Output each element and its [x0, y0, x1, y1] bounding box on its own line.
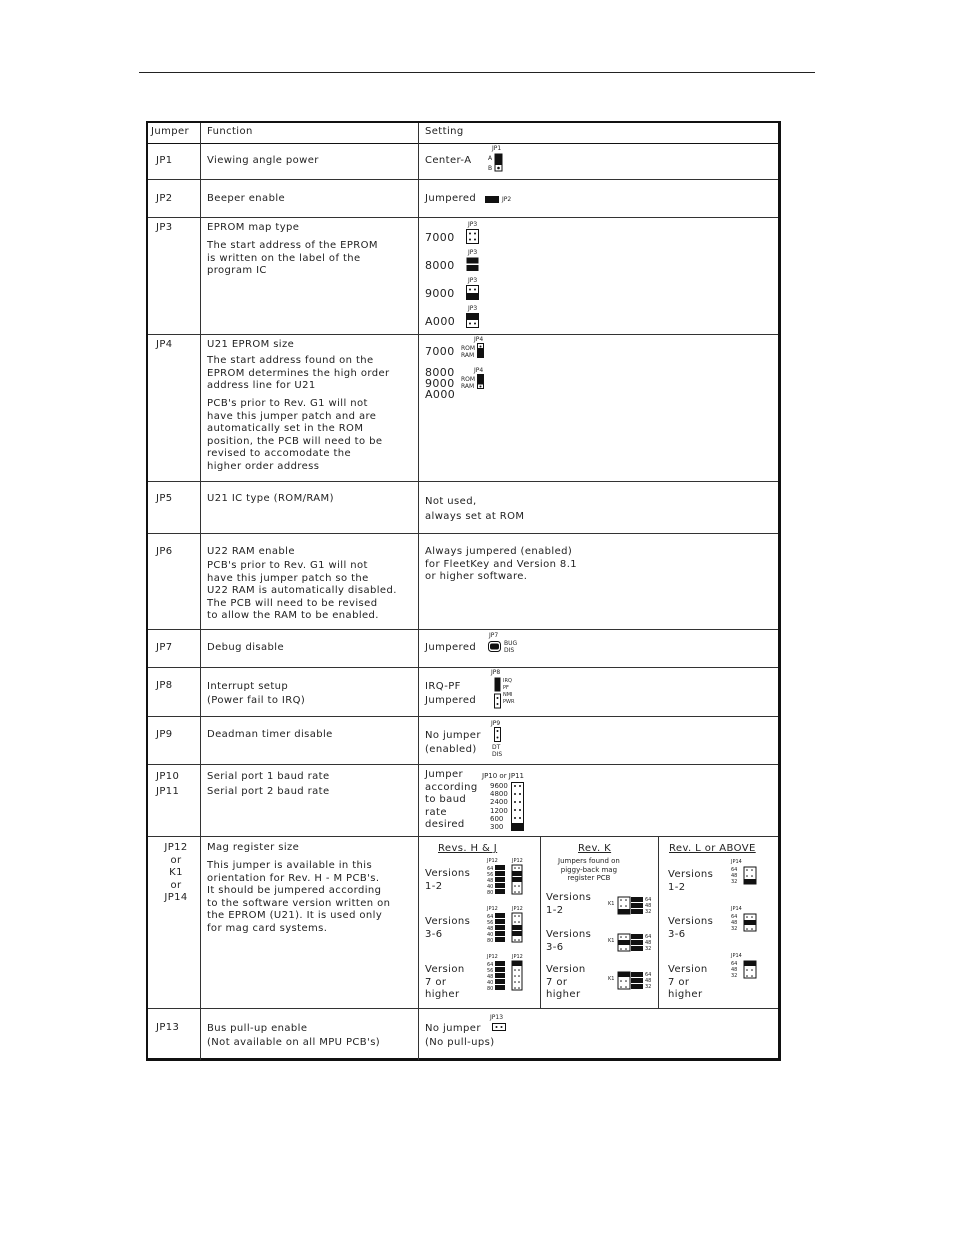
k-sizes-1: 64 48 32	[645, 897, 652, 915]
jp7-diagram-label: JP7	[489, 632, 499, 639]
jp1-diagram-a: A	[488, 155, 493, 162]
jp1-diagram-label: JP1	[492, 145, 502, 152]
jp3-label-2: JP3	[468, 249, 478, 256]
jp4-label-1: JP4	[474, 336, 484, 343]
function-jp8: Interrupt setup (Power fail to IRQ)	[207, 681, 306, 706]
k-sizes-3: 64 48 32	[645, 972, 652, 990]
k-versions-3-6: Versions 3-6	[546, 929, 592, 953]
jp10-diagram-label: JP10 or JP11	[482, 772, 524, 780]
setting-jp10-jp11: Jumper according to baud rate desired	[425, 769, 478, 831]
note-jp12: This jumper is available in this orientation for Rev. H - M PCB's. It should be jumpered according to the software version written on the EPROM (U21). It is used only for mag card systems.	[207, 860, 391, 934]
k1-label-1: K1	[608, 901, 615, 907]
table-row-jp4	[148, 334, 778, 482]
k1-label-3: K1	[608, 976, 615, 982]
setting-jp8: IRQ-PF Jumpered	[425, 681, 477, 706]
jp4-label-2: JP4	[474, 367, 484, 374]
k-sizes-2: 64 48 32	[645, 934, 652, 952]
table-row-jp7	[148, 629, 778, 668]
jp3-a000-diagram-icon	[466, 313, 480, 329]
function-jp1: Viewing angle power	[207, 155, 319, 166]
table-row-jp1	[148, 143, 778, 180]
jumper-jp3: JP3	[156, 222, 173, 233]
function-jp9: Deadman timer disable	[207, 729, 333, 740]
l-jp14-label-2: JP14	[731, 906, 742, 912]
l-version-7: Version 7 or higher	[668, 964, 708, 1001]
header-function: Function	[207, 126, 253, 137]
hj-sizes-1: 64 56 48 40 80	[487, 866, 494, 896]
k-v36-diagram-icon	[618, 934, 645, 952]
jp3-setting-7000: 7000	[425, 231, 455, 244]
hj-jp12-label-1b: JP12	[512, 858, 523, 864]
table-row-jp8	[148, 667, 778, 717]
l-sizes-2: 64 48 32	[731, 914, 738, 932]
hj-sizes-3: 64 56 48 40 80	[487, 962, 494, 992]
k1-label-2: K1	[608, 938, 615, 944]
jp8-jumper-diagram-icon	[494, 677, 502, 711]
jp4-setting-8000-a000: 8000 9000 A000	[425, 366, 456, 401]
jp10-baud-rates: 9600 4800 2400 1200 600 300	[490, 782, 508, 832]
jumper-jp10-jp11: JP10 JP11	[156, 771, 180, 797]
jp9-jumper-diagram-icon	[494, 727, 502, 743]
note-jp3: The start address of the EPROM is written on the label of the program IC	[207, 240, 378, 277]
jp3-8000-diagram-icon	[466, 257, 480, 273]
table-row-jp6	[148, 533, 778, 630]
note-jp6: PCB's prior to Rev. G1 will not have this jumper patch so the U22 RAM is automatically disabled. The PCB will need to be revised to allow the RAM to be enabled.	[207, 560, 397, 622]
note1-jp4: The start address found on the EPROM determines the high order address line for U21	[207, 355, 390, 392]
k-v12-diagram-icon	[618, 897, 645, 915]
jumper-jp9: JP9	[156, 729, 173, 740]
function-jp6: U22 RAM enable	[207, 546, 295, 557]
l-jp14-label-1: JP14	[731, 859, 742, 865]
setting-jp5: Not used, always set at ROM	[425, 496, 525, 522]
jp4-8000-diagram-icon	[477, 374, 485, 390]
jp7-diagram-text: BUG DIS	[504, 640, 518, 654]
hj-versions-1-2: Versions 1-2	[425, 868, 471, 892]
function-jp10-jp11: Serial port 1 baud rate Serial port 2 baud rate	[207, 771, 330, 797]
jp4-ram-2: RAM	[461, 383, 475, 390]
header-jumper: Jumper	[151, 126, 190, 137]
table-row-jp13	[148, 1008, 778, 1060]
l-jp14-label-3: JP14	[731, 953, 742, 959]
l-v7-diagram-icon	[744, 961, 758, 979]
table-row-jp5	[148, 481, 778, 534]
jp2-diagram-label: JP2	[502, 196, 512, 203]
table-row-jp9	[148, 716, 778, 765]
hj-version-7: Version 7 or higher	[425, 964, 465, 1001]
jumper-settings-table	[146, 121, 781, 1061]
hj-v36-diagram-icon	[495, 913, 537, 945]
note2-jp4: PCB's prior to Rev. G1 will not have this jumper patch and are automatically set in the ROM position, the PCB will need to be revised to accomodate the higher order address	[207, 398, 383, 472]
jp3-setting-a000: A000	[425, 315, 456, 328]
jumper-jp13: JP13	[156, 1022, 180, 1033]
jp13-diagram-label: JP13	[490, 1014, 504, 1021]
k-versions-1-2: Versions 1-2	[546, 892, 592, 916]
table-row-jp2	[148, 179, 778, 218]
jp4-setting-7000: 7000	[425, 345, 455, 358]
jp4-rom-1: ROM	[461, 345, 476, 352]
jp2-jumper-diagram-icon	[485, 196, 501, 204]
jp3-label-3: JP3	[468, 277, 478, 284]
k-v7-diagram-icon	[618, 972, 645, 990]
l-sizes-1: 64 48 32	[731, 867, 738, 885]
jp3-setting-9000: 9000	[425, 287, 455, 300]
table-row-jp10-jp11	[148, 764, 778, 837]
table-row-jp12-k1-jp14	[148, 836, 778, 1009]
setting-jp6: Always jumpered (enabled) for FleetKey and Version 8.1 or higher software.	[425, 546, 578, 583]
function-jp7: Debug disable	[207, 642, 285, 653]
hj-jp12-label-3b: JP12	[512, 954, 523, 960]
jp7-jumper-diagram-icon	[488, 641, 502, 653]
setting-jp13: No jumper (No pull-ups)	[425, 1023, 495, 1048]
jumper-jp5: JP5	[156, 493, 173, 504]
header-rule	[139, 72, 815, 73]
jumper-jp4: JP4	[156, 339, 173, 350]
jp8-diagram-label: JP8	[491, 669, 501, 676]
setting-jp9: No jumper (enabled)	[425, 730, 481, 755]
function-jp2: Beeper enable	[207, 193, 286, 204]
jumper-jp1: JP1	[156, 155, 173, 166]
hj-jp12-label-2b: JP12	[512, 906, 523, 912]
k-version-7: Version 7 or higher	[546, 964, 586, 1001]
setting-jp2: Jumpered	[425, 193, 477, 204]
hj-jp12-label-3a: JP12	[487, 954, 498, 960]
jp4-7000-diagram-icon	[477, 343, 485, 359]
rev-divider-2	[658, 836, 659, 1008]
jp4-ram-1: RAM	[461, 352, 475, 359]
hj-v7-diagram-icon	[495, 961, 537, 993]
table-row-jp3	[148, 217, 778, 335]
jp3-label-1: JP3	[468, 221, 478, 228]
hj-sizes-2: 64 56 48 40 80	[487, 914, 494, 944]
col-rev-l-above: Rev. L or ABOVE	[669, 843, 756, 854]
hj-jp12-label-1a: JP12	[487, 858, 498, 864]
jp4-rom-2: ROM	[461, 376, 476, 383]
rev-k-note: Jumpers found on piggy-back mag register PCB	[558, 857, 620, 882]
jp10-jumper-diagram-icon	[511, 782, 525, 832]
hj-versions-3-6: Versions 3-6	[425, 916, 471, 940]
rev-divider-1	[540, 836, 541, 1008]
jumper-jp6: JP6	[156, 546, 173, 557]
l-v36-diagram-icon	[744, 914, 758, 932]
function-jp12: Mag register size	[207, 842, 300, 853]
l-versions-3-6: Versions 3-6	[668, 916, 714, 940]
jp3-9000-diagram-icon	[466, 285, 480, 301]
jumper-jp2: JP2	[156, 193, 173, 204]
header-setting: Setting	[425, 126, 464, 137]
function-jp4: U21 EPROM size	[207, 339, 295, 350]
jp9-diagram-text: DT DIS	[492, 744, 503, 758]
hj-v12-diagram-icon	[495, 865, 537, 897]
l-sizes-3: 64 48 32	[731, 961, 738, 979]
setting-jp1: Center-A	[425, 155, 472, 166]
col-revs-h-j: Revs. H & J	[438, 843, 498, 854]
jumper-jp7: JP7	[156, 642, 173, 653]
function-jp5: U21 IC type (ROM/RAM)	[207, 493, 334, 504]
jp1-diagram-b: B	[488, 165, 493, 172]
jp3-setting-8000: 8000	[425, 259, 455, 272]
jumper-jp12-k1-jp14: JP12 or K1 or JP14	[164, 842, 188, 903]
jumper-jp8: JP8	[156, 680, 173, 691]
jp3-label-4: JP3	[468, 305, 478, 312]
l-v12-diagram-icon	[744, 867, 758, 885]
function-jp13: Bus pull-up enable (Not available on all MPU PCB's)	[207, 1023, 381, 1048]
jp8-diagram-text: IRQ PF NMI PWR	[503, 678, 515, 705]
jp13-jumper-diagram-icon	[492, 1023, 508, 1032]
jp9-diagram-label: JP9	[491, 720, 501, 727]
hj-jp12-label-2a: JP12	[487, 906, 498, 912]
setting-jp7: Jumpered	[425, 642, 477, 653]
l-versions-1-2: Versions 1-2	[668, 869, 714, 893]
function-jp3: EPROM map type	[207, 222, 300, 233]
table-header-row	[148, 123, 778, 144]
col-rev-k: Rev. K	[578, 843, 612, 854]
jp1-jumper-diagram-icon	[494, 153, 504, 173]
jp3-7000-diagram-icon	[466, 229, 480, 245]
